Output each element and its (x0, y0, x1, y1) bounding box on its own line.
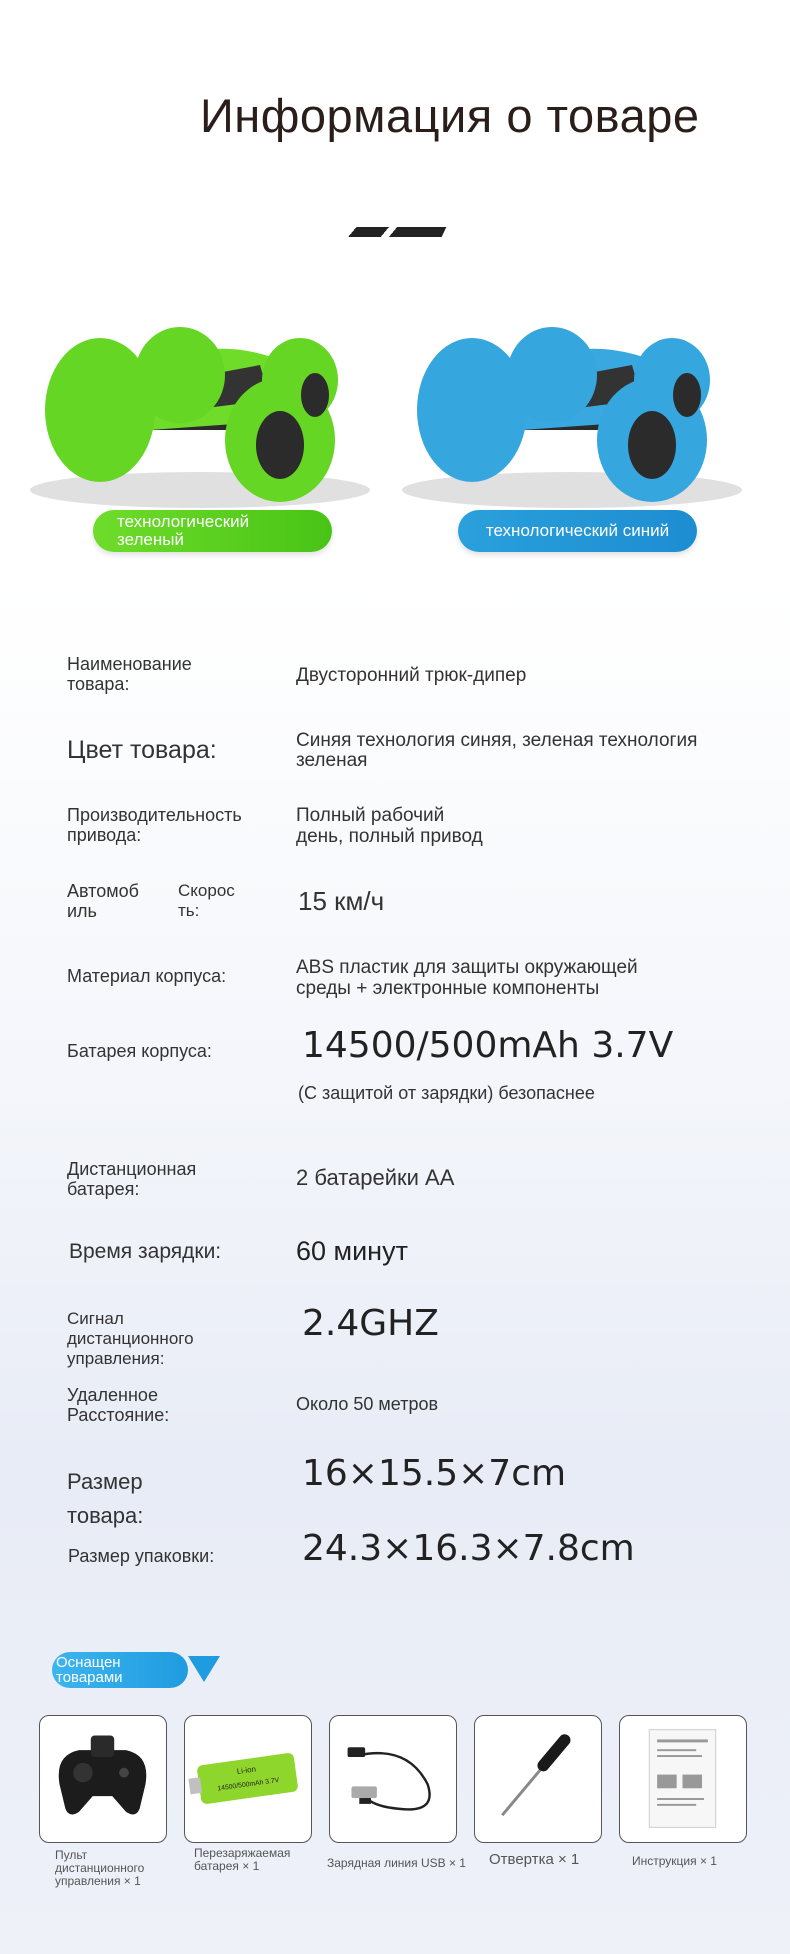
spec-value: 2 батарейки AA (296, 1165, 455, 1190)
spec-value: 24.3×16.3×7.8cm (302, 1528, 635, 1569)
equipment-card-manual (619, 1715, 747, 1843)
variant-badge-green[interactable] (93, 510, 332, 552)
spec-label: Размер упаковки: (68, 1546, 215, 1566)
equipment-title: Оснащен товарами (52, 1652, 188, 1688)
variant-badge-blue[interactable] (458, 510, 697, 552)
usb-cable-icon (330, 1716, 455, 1841)
title-decoration (344, 227, 447, 237)
page-title: Информация о товаре (200, 89, 700, 142)
spec-value: Двусторонний трюк-дипер (296, 665, 527, 686)
equipment-card-usb (329, 1715, 457, 1843)
spec-value: 15 км/ч (298, 886, 385, 916)
spec-label: Сигнал дистанционного управления: (67, 1309, 194, 1368)
variant-label: технологический синий (485, 521, 670, 540)
battery-spec-text: 14500/500mAh 3.7V (217, 1776, 280, 1793)
spec-label: Удаленное Расстояние: (67, 1385, 170, 1425)
screwdriver-icon (475, 1716, 600, 1841)
blue-car-image (402, 320, 742, 510)
variant-label: технологический зеленый (117, 512, 250, 549)
spec-label: Размер товара: (67, 1469, 144, 1528)
spec-label: Дистанционная батарея: (67, 1159, 197, 1199)
equipment-label: Пульт дистанционного управления × 1 (55, 1848, 145, 1888)
spec-label: Наименование товара: (67, 654, 192, 694)
spec-sub-value: (С защитой от зарядки) безопаснее (298, 1083, 595, 1103)
spec-value: 14500/500mAh 3.7V (302, 1025, 674, 1066)
spec-label: Материал корпуса: (67, 966, 227, 986)
equipment-label: Отвертка × 1 (489, 1851, 580, 1868)
equipment-card-screwdriver (474, 1715, 602, 1843)
green-car-image (30, 320, 370, 510)
spec-label: Производительность привода: (67, 805, 242, 845)
spec-label: Батарея корпуса: (67, 1041, 212, 1061)
manual-icon (620, 1716, 745, 1841)
spec-value: 2.4GHZ (302, 1303, 439, 1344)
battery-icon (185, 1716, 310, 1841)
spec-value: ABS пластик для защиты окружающей среды + электронные компоненты (296, 957, 638, 999)
spec-value: Полный рабочий день, полный привод (296, 805, 483, 847)
spec-value: Около 50 метров (296, 1394, 439, 1414)
equipment-label: Перезаряжаемая батарея × 1 (194, 1846, 291, 1873)
down-arrow-icon (188, 1656, 220, 1682)
spec-value: 16×15.5×7cm (302, 1453, 567, 1494)
equipment-card-battery (184, 1715, 312, 1843)
spec-label: Автомобиль (67, 881, 139, 921)
equipment-card-remote (39, 1715, 167, 1843)
battery-type-text: Li-ion (236, 1764, 257, 1777)
equipment-label: Инструкция × 1 (632, 1854, 717, 1868)
equipment-label: Зарядная линия USB × 1 (327, 1856, 466, 1870)
spec-value: 60 минут (296, 1236, 408, 1266)
spec-label: Время зарядки: (69, 1240, 222, 1263)
remote-control-icon (40, 1716, 165, 1841)
spec-value: Синяя технология синяя, зеленая технология зеленая (296, 730, 698, 771)
spec-label: Цвет товара: (67, 736, 217, 764)
spec-label-secondary: Скорость: (178, 881, 235, 920)
